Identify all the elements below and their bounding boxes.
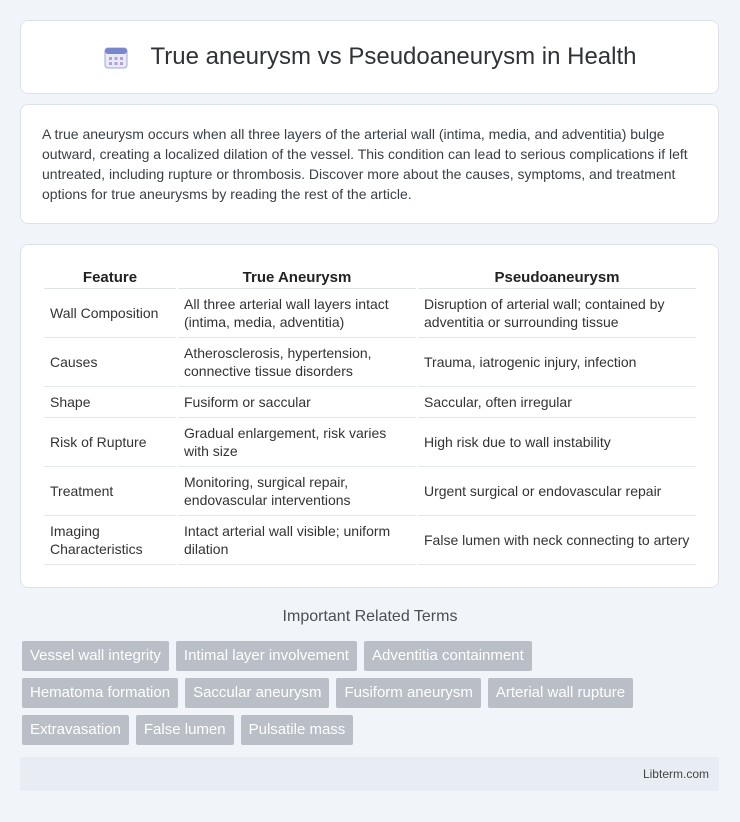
table-row: [44, 467, 696, 516]
table-cell: Gradual enlargement, risk varies with size: [178, 418, 416, 467]
related-term-tag[interactable]: Extravasation: [22, 715, 129, 745]
table-cell: Monitoring, surgical repair, endovascular interventions: [178, 467, 416, 516]
table-cell: Risk of Rupture: [44, 418, 176, 467]
calendar-icon: [103, 44, 129, 70]
intro-text: A true aneurysm occurs when all three layers of the arterial wall (intima, media, and adventitia) bulge outward, creating a localized dilation of the vessel. This condition can lead to serious complications if left untreated, including rupture or thrombosis. Discover more about the causes, symptoms, and treatment options for true aneurysms by reading the rest of the article.: [42, 126, 688, 202]
table-cell: Fusiform or saccular: [178, 387, 416, 418]
table-row: [44, 516, 696, 565]
table-cell: All three arterial wall layers intact (intima, media, adventitia): [178, 289, 416, 338]
table-cell: Causes: [44, 338, 176, 387]
table-cell: High risk due to wall instability: [418, 418, 696, 467]
page-title: True aneurysm vs Pseudoaneurysm in Health: [150, 43, 637, 70]
column-header-feature: Feature: [44, 265, 176, 289]
related-term-tag[interactable]: False lumen: [136, 715, 234, 745]
related-term-tag[interactable]: Fusiform aneurysm: [336, 678, 480, 708]
site-link[interactable]: Libterm.com: [642, 767, 709, 781]
table-cell: Trauma, iatrogenic injury, infection: [418, 338, 696, 387]
table-header-row: [44, 265, 696, 289]
comparison-table: [42, 265, 698, 565]
related-term-tag[interactable]: Intimal layer involvement: [176, 641, 357, 671]
related-term-tag[interactable]: Hematoma formation: [22, 678, 178, 708]
related-term-tag[interactable]: Saccular aneurysm: [185, 678, 329, 708]
related-term-tag[interactable]: Pulsatile mass: [241, 715, 354, 745]
table-cell: Imaging Characteristics: [44, 516, 176, 565]
table-cell: Urgent surgical or endovascular repair: [418, 467, 696, 516]
related-term-tag[interactable]: Adventitia containment: [364, 641, 532, 671]
table-cell: Atherosclerosis, hypertension, connective tissue disorders: [178, 338, 416, 387]
table-cell: False lumen with neck connecting to artery: [418, 516, 696, 565]
related-term-tag[interactable]: Vessel wall integrity: [22, 641, 169, 671]
comparison-card: [20, 244, 719, 588]
table-cell: Intact arterial wall visible; uniform dilation: [178, 516, 416, 565]
table-row: [44, 418, 696, 467]
related-terms-list: [22, 641, 722, 752]
column-header-true-aneurysm: True Aneurysm: [178, 265, 416, 289]
column-header-pseudoaneurysm: Pseudoaneurysm: [418, 265, 696, 289]
table-cell: Disruption of arterial wall; contained by adventitia or surrounding tissue: [418, 289, 696, 338]
title-card: [20, 20, 719, 94]
table-cell: Shape: [44, 387, 176, 418]
related-term-tag[interactable]: Arterial wall rupture: [488, 678, 633, 708]
table-cell: Wall Composition: [44, 289, 176, 338]
table-cell: Treatment: [44, 467, 176, 516]
footer: [20, 757, 719, 791]
table-row: [44, 387, 696, 418]
related-terms-title: Important Related Terms: [282, 608, 458, 625]
intro-card: [20, 104, 719, 224]
table-row: [44, 338, 696, 387]
table-cell: Saccular, often irregular: [418, 387, 696, 418]
table-row: [44, 289, 696, 338]
